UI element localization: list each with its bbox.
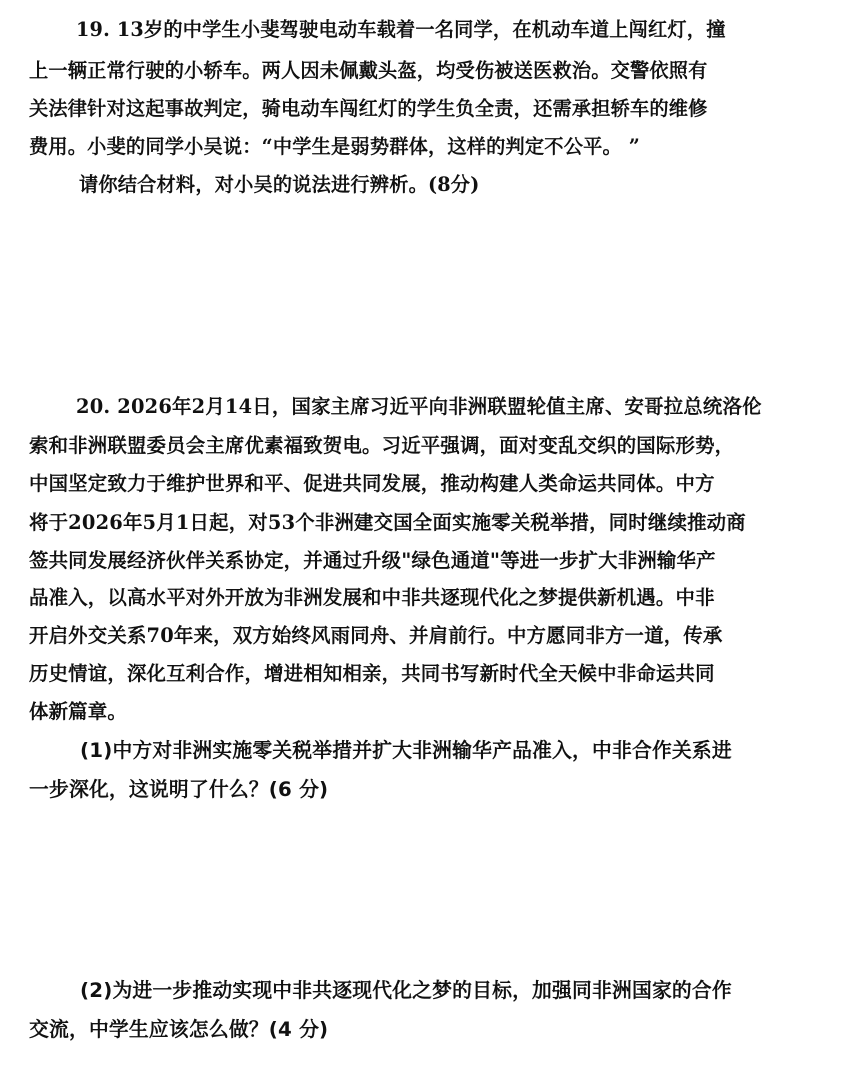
- q20-line-9: 体新篇章。: [29, 700, 127, 723]
- q20-sub1-line-2: 一步深化，这说明了什么？(6 分): [29, 778, 329, 801]
- q20-sub2-line-1: (2)为进一步推动实现中非共逐现代化之梦的目标，加强同非洲国家的合作: [80, 979, 732, 1002]
- q20-line-8: 历史情谊，深化互利合作，增进相知相亲，共同书写新时代全天候中非命运共同: [29, 662, 715, 685]
- q20-sub2-line-2: 交流，中学生应该怎么做？(4 分): [29, 1018, 329, 1041]
- q20-line-2: 索和非洲联盟委员会主席优素福致贺电。习近平强调，面对变乱交织的国际形势，: [29, 434, 735, 457]
- q20-line-5: 签共同发展经济伙伴关系协定，并通过升级"绿色通道"等进一步扩大非洲输华产: [29, 549, 716, 572]
- q19-line-2: 上一辆正常行驶的小轿车。两人因未佩戴头盔，均受伤被送医救治。交警依照有: [29, 59, 708, 82]
- q19-line-1: 19. 13岁的中学生小斐驾驶电动车载着一名同学，在机动车道上闯红灯，撞: [76, 18, 726, 41]
- q20-line-3: 中国坚定致力于维护世界和平、促进共同发展，推动构建人类命运共同体。中方: [29, 472, 715, 495]
- q20-line-6: 品准入，以高水平对外开放为非洲发展和中非共逐现代化之梦提供新机遇。中非: [29, 586, 715, 609]
- q20-line-4: 将于2026年5月1日起，对53个非洲建交国全面实施零关税举措，同时继续推动商: [29, 511, 746, 534]
- q19-line-5: 请你结合材料，对小吴的说法进行辨析。(8分): [79, 173, 480, 196]
- q19-line-4: 费用。小斐的同学小吴说：“中学生是弱势群体，这样的判定不公平。 ”: [29, 135, 640, 158]
- q20-sub1-line-1: (1)中方对非洲实施零关税举措并扩大非洲输华产品准入，中非合作关系进: [80, 739, 732, 762]
- q20-line-1: 20. 2026年2月14日，国家主席习近平向非洲联盟轮值主席、安哥拉总统洛伦: [76, 395, 762, 418]
- q20-line-7: 开启外交关系70年来，双方始终风雨同舟、并肩前行。中方愿同非方一道，传承: [29, 624, 723, 647]
- q19-line-3: 关法律针对这起事故判定，骑电动车闯红灯的学生负全责，还需承担轿车的维修: [29, 97, 708, 120]
